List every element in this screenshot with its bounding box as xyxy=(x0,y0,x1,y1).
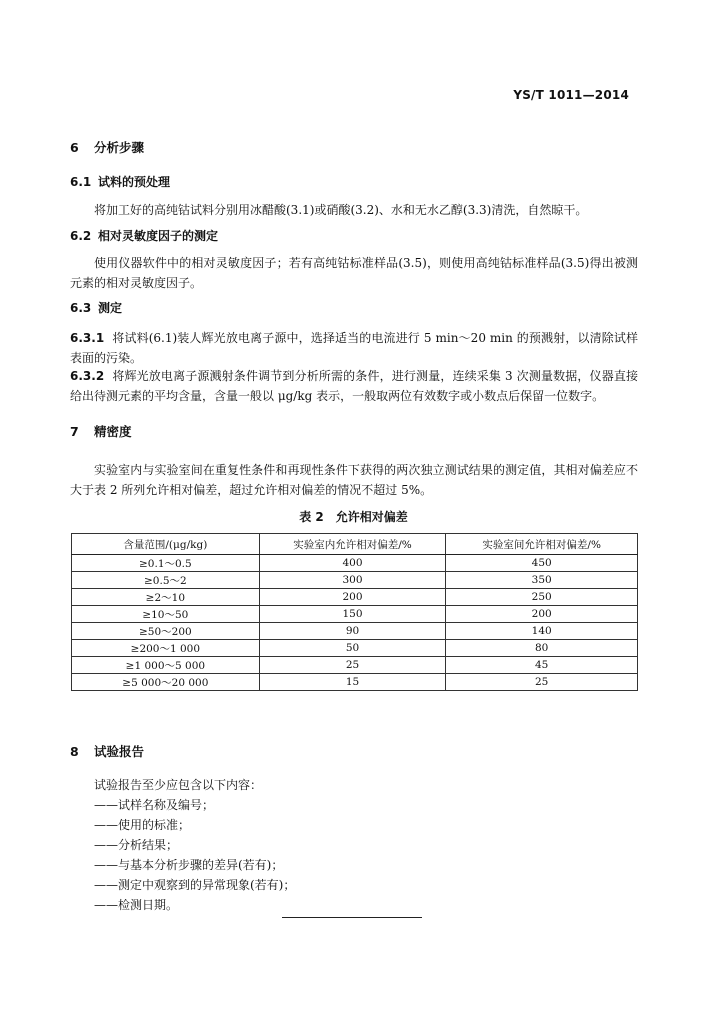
column-header-within-lab: 实验室内允许相对偏差/% xyxy=(259,534,446,555)
table-row xyxy=(72,589,638,606)
list-item: ——试样名称及编号； xyxy=(94,798,215,812)
section-6-2-heading xyxy=(70,227,218,244)
range-cell: ≥50～200 xyxy=(72,623,260,640)
within-lab-cell: 150 xyxy=(259,606,446,623)
within-lab-cell: 300 xyxy=(259,572,446,589)
table-row xyxy=(72,657,638,674)
clause-number: 6.3.2 xyxy=(70,369,105,383)
report-contents xyxy=(94,775,295,915)
list-item: ——使用的标准； xyxy=(94,818,191,832)
range-cell: ≥2～10 xyxy=(72,589,260,606)
between-lab-cell: 45 xyxy=(446,657,638,674)
within-lab-cell: 90 xyxy=(259,623,446,640)
section-7-heading xyxy=(70,422,132,440)
list-item: ——测定中观察到的异常现象(若有)； xyxy=(94,878,296,892)
range-cell: ≥10～50 xyxy=(72,606,260,623)
clause-text: 将辉光放电离子源溅射条件调节到分析所需的条件，进行测量，连续采集 3 次测量数据，仪器直接给出待测元素的平均含量，含量一般以 μg/kg 表示，一般取两位有效数字或小数点后保留一位数字。 xyxy=(70,369,638,403)
table-row xyxy=(72,623,638,640)
section-6-2-text: 使用仪器软件中的相对灵敏度因子；若有高纯钴标准样品(3.5)，则使用高纯钴标准样品(3.5)得出被测元素的相对灵敏度因子。 xyxy=(70,256,638,290)
section-number: 6.2 xyxy=(70,229,92,243)
within-lab-cell: 25 xyxy=(259,657,446,674)
section-number: 8 xyxy=(70,744,79,759)
section-number: 6 xyxy=(70,140,79,155)
section-6-heading xyxy=(70,138,144,156)
section-6-3-1-text xyxy=(70,328,638,368)
clause-number: 6.3.1 xyxy=(70,331,105,345)
within-lab-cell: 400 xyxy=(259,555,446,572)
between-lab-cell: 200 xyxy=(446,606,638,623)
list-item: ——检测日期。 xyxy=(94,898,179,912)
between-lab-cell: 140 xyxy=(446,623,638,640)
between-lab-cell: 25 xyxy=(446,674,638,691)
between-lab-cell: 250 xyxy=(446,589,638,606)
column-header-between-lab: 实验室间允许相对偏差/% xyxy=(446,534,638,555)
clause-text: 将试料(6.1)装人辉光放电离子源中，选择适当的电流进行 5 min～20 min 的预溅射，以清除试样表面的污染。 xyxy=(70,331,638,365)
end-rule xyxy=(282,917,422,918)
table-row xyxy=(72,572,638,589)
range-cell: ≥200～1 000 xyxy=(72,640,260,657)
list-item: ——与基本分析步骤的差异(若有)； xyxy=(94,858,284,872)
section-title: 精密度 xyxy=(94,424,132,439)
section-6-3-heading xyxy=(70,299,122,316)
section-title: 相对灵敏度因子的测定 xyxy=(98,229,219,243)
table-title: 允许相对偏差 xyxy=(335,510,408,524)
section-6-1-heading xyxy=(70,173,170,190)
report-intro: 试验报告至少应包含以下内容： xyxy=(94,778,263,792)
range-cell: ≥1 000～5 000 xyxy=(72,657,260,674)
within-lab-cell: 15 xyxy=(259,674,446,691)
standard-code: YS/T 1011—2014 xyxy=(513,88,629,102)
column-header-range: 含量范围/(μg/kg) xyxy=(72,534,260,555)
section-title: 测定 xyxy=(98,301,123,315)
table-header-row xyxy=(72,534,638,555)
between-lab-cell: 450 xyxy=(446,555,638,572)
section-title: 试料的预处理 xyxy=(98,175,171,189)
table-row xyxy=(72,674,638,691)
table-number: 表 2 xyxy=(299,510,324,524)
section-number: 7 xyxy=(70,424,79,439)
between-lab-cell: 80 xyxy=(446,640,638,657)
section-number: 6.3 xyxy=(70,301,92,315)
list-item: ——分析结果； xyxy=(94,838,179,852)
range-cell: ≥5 000～20 000 xyxy=(72,674,260,691)
range-cell: ≥0.5～2 xyxy=(72,572,260,589)
within-lab-cell: 200 xyxy=(259,589,446,606)
section-8-heading xyxy=(70,742,144,760)
range-cell: ≥0.1～0.5 xyxy=(72,555,260,572)
table-caption xyxy=(0,508,707,525)
section-6-1-text: 将加工好的高纯钴试料分别用冰醋酸(3.1)或硝酸(3.2)、水和无水乙醇(3.3)清洗，自然晾干。 xyxy=(94,203,588,217)
table-row xyxy=(72,606,638,623)
section-title: 试验报告 xyxy=(94,744,145,759)
section-title: 分析步骤 xyxy=(94,140,145,155)
section-7-text: 实验室内与实验室间在重复性条件和再现性条件下获得的两次独立测试结果的测定值，其相对偏差应不大于表 2 所列允许相对偏差，超过允许相对偏差的情况不超过 5%。 xyxy=(70,463,638,497)
section-number: 6.1 xyxy=(70,175,92,189)
section-6-3-2-text xyxy=(70,366,638,406)
between-lab-cell: 350 xyxy=(446,572,638,589)
table-row xyxy=(72,555,638,572)
deviation-table xyxy=(71,533,638,691)
table-row xyxy=(72,640,638,657)
within-lab-cell: 50 xyxy=(259,640,446,657)
